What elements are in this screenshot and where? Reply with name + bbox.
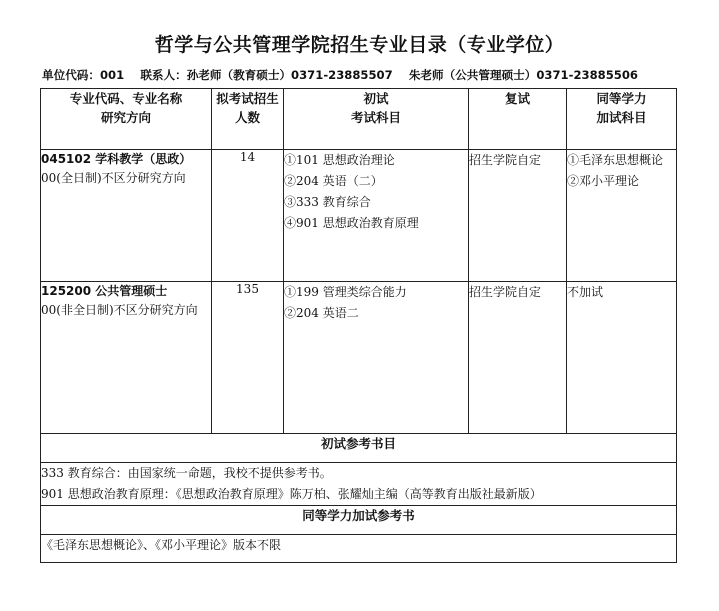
header-retest: 复试 bbox=[469, 89, 567, 150]
enrollment-count: 14 bbox=[212, 150, 284, 282]
subject-item: ①199 管理类综合能力 bbox=[284, 285, 407, 299]
prelim-subjects-cell bbox=[284, 282, 469, 434]
subject-item: ③333 教育综合 bbox=[284, 195, 371, 209]
equiv-refs-row bbox=[41, 535, 677, 563]
subject-item: ②204 英语（二） bbox=[284, 174, 383, 188]
reference-line: 333 教育综合：由国家统一命题，我校不提供参考书。 bbox=[41, 466, 332, 480]
table-row bbox=[41, 282, 677, 434]
retest-cell: 招生学院自定 bbox=[469, 282, 567, 434]
program-cell bbox=[41, 150, 212, 282]
program-direction: 00(非全日制)不区分研究方向 bbox=[41, 303, 198, 317]
retest-cell: 招生学院自定 bbox=[469, 150, 567, 282]
program-table bbox=[40, 88, 677, 563]
header-equivalent-extra: 同等学力 加试科目 bbox=[567, 89, 677, 150]
contact-person-2: 朱老师（公共管理硕士）0371-23885506 bbox=[408, 68, 638, 82]
header-program: 专业代码、专业名称 研究方向 bbox=[41, 89, 212, 150]
program-code-name: 125200 公共管理硕士 bbox=[41, 284, 168, 298]
enrollment-count: 135 bbox=[212, 282, 284, 434]
prelim-refs-heading-row bbox=[41, 434, 677, 463]
program-code-name: 045102 学科教学（思政） bbox=[41, 152, 192, 166]
extra-item: ②邓小平理论 bbox=[567, 174, 640, 188]
program-direction: 00(全日制)不区分研究方向 bbox=[41, 171, 186, 185]
unit-code: 单位代码：001 bbox=[42, 68, 125, 82]
header-row bbox=[41, 89, 677, 150]
prelim-refs-row bbox=[41, 463, 677, 506]
equiv-refs-heading-row bbox=[41, 506, 677, 535]
table-row bbox=[41, 150, 677, 282]
subject-item: ①101 思想政治理论 bbox=[284, 153, 395, 167]
extra-subjects-cell bbox=[567, 150, 677, 282]
extra-item: 不加试 bbox=[567, 285, 604, 299]
page-title: 哲学与公共管理学院招生专业目录（专业学位） bbox=[154, 34, 565, 56]
contact-person-1: 联系人：孙老师（教育硕士）0371-23885507 bbox=[140, 68, 393, 82]
extra-subjects-cell bbox=[567, 282, 677, 434]
subject-item: ②204 英语二 bbox=[284, 306, 359, 320]
equiv-refs-cell: 《毛泽东思想概论》、《邓小平理论》版本不限 bbox=[41, 535, 677, 563]
contact-line bbox=[42, 67, 682, 83]
program-cell bbox=[41, 282, 212, 434]
reference-line: 901 思想政治教育原理：《思想政治教育原理》陈万柏、张耀灿主编（高等教育出版社最新版） bbox=[41, 487, 542, 501]
prelim-subjects-cell bbox=[284, 150, 469, 282]
header-enrollment: 拟考试招生 人数 bbox=[212, 89, 284, 150]
header-prelim-subjects: 初试 考试科目 bbox=[284, 89, 469, 150]
prelim-refs-heading: 初试参考书目 bbox=[41, 434, 677, 463]
equiv-refs-heading: 同等学力加试参考书 bbox=[41, 506, 677, 535]
extra-item: ①毛泽东思想概论 bbox=[567, 153, 664, 167]
prelim-refs-cell bbox=[41, 463, 677, 506]
subject-item: ④901 思想政治教育原理 bbox=[284, 216, 419, 230]
